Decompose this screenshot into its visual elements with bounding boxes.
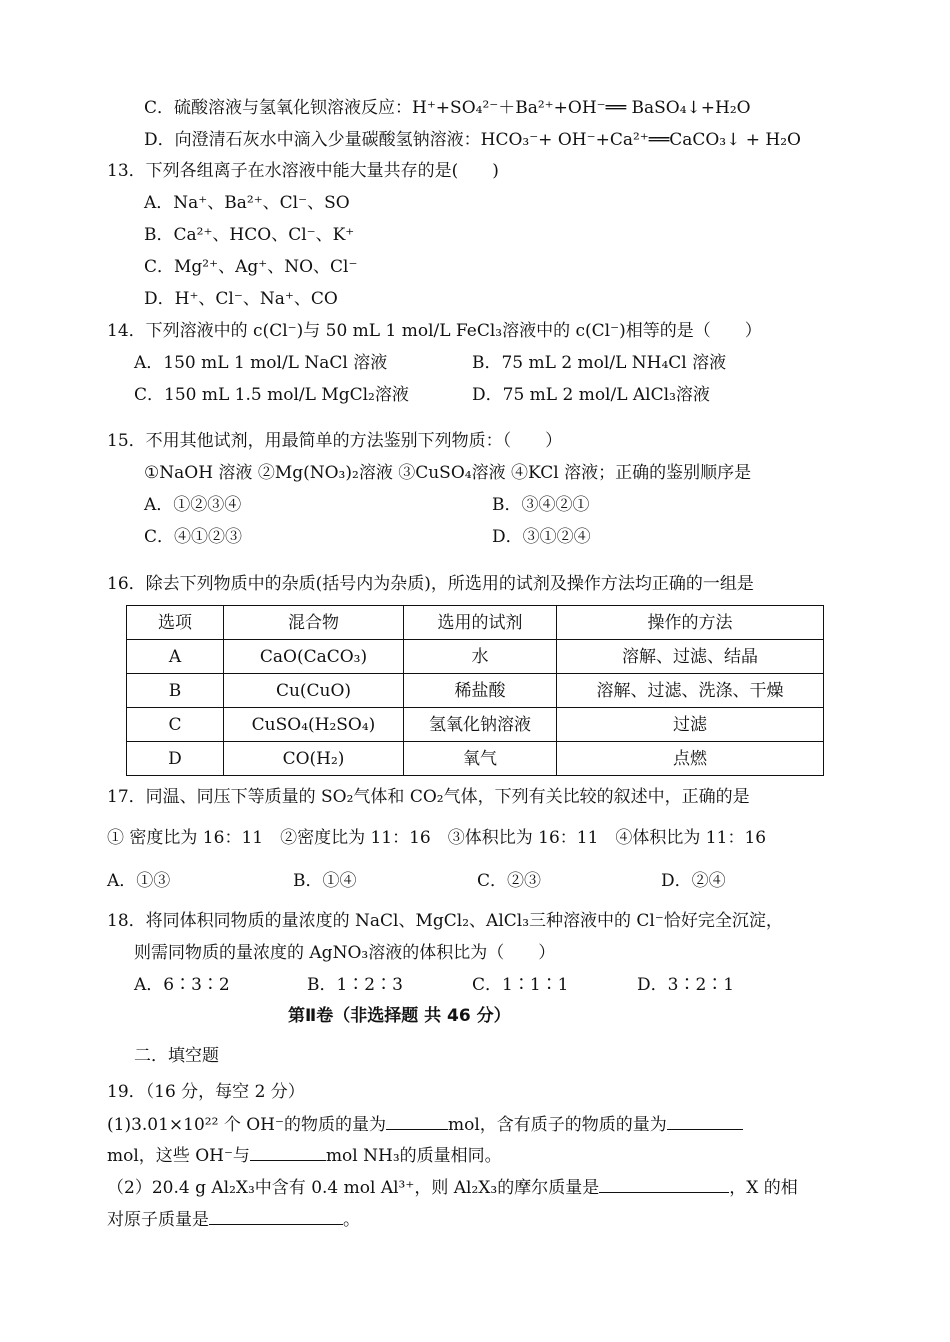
table-cell: CaO(CaCO₃) [224, 640, 404, 674]
q13-option-c: C．Mg²⁺、Ag⁺、NO、Cl⁻ [144, 257, 358, 277]
q18-stem: 18．将同体积同物质的量浓度的 NaCl、MgCl₂、AlCl₃三种溶液中的 Cl⁻恰好完全沉淀， [107, 911, 783, 931]
answer-blank[interactable] [386, 1111, 448, 1130]
table-cell: B [127, 674, 224, 708]
q18-option-c: C．1∶1∶1 [472, 975, 569, 995]
answer-blank[interactable] [209, 1206, 343, 1225]
q16-stem: 16．除去下列物质中的杂质(括号内为杂质)，所选用的试剂及操作方法均正确的一组是 [107, 574, 754, 594]
answer-blank[interactable] [250, 1142, 326, 1161]
q17-statements: ① 密度比为 16：11 ②密度比为 11：16 ③体积比为 16：11 ④体积比为 11：16 [107, 828, 767, 848]
q15-option-b: B．③④②① [492, 495, 590, 515]
q18-option-b: B．1∶2∶3 [307, 975, 403, 995]
table-header: 操作的方法 [557, 606, 824, 640]
q17-option-d: D．②④ [661, 871, 726, 891]
q19-text: mol，这些 OH⁻与 [107, 1146, 250, 1166]
section-title: 第Ⅱ卷（非选择题 共 46 分） [288, 1006, 511, 1026]
table-cell: 溶解、过滤、洗涤、干燥 [557, 674, 824, 708]
q17-option-c: C．②③ [477, 871, 542, 891]
q17-option-a: A．①③ [107, 871, 171, 891]
q19-part2-line1 [107, 1174, 798, 1200]
q15-substances: ①NaOH 溶液 ②Mg(NO₃)₂溶液 ③CuSO₄溶液 ④KCl 溶液；正确的鉴别顺序是 [144, 463, 752, 483]
table-cell: D [127, 742, 224, 776]
q14-option-a: A．150 mL 1 mol/L NaCl 溶液 [134, 353, 388, 373]
q12-option-c: C．硫酸溶液与氢氧化钡溶液反应：H⁺+SO₄²⁻＋Ba²⁺+OH⁻══ BaSO₄↓+H₂O [144, 98, 751, 118]
q12-option-d: D．向澄清石灰水中滴入少量碳酸氢钠溶液：HCO₃⁻+ OH⁻+Ca²⁺══CaCO₃↓ + H₂O [144, 130, 801, 150]
q19-text: mol NH₃的质量相同。 [325, 1146, 502, 1166]
table-row [127, 742, 824, 776]
q19-part1-line2 [107, 1142, 502, 1168]
table-cell: 点燃 [557, 742, 824, 776]
q13-stem: 13．下列各组离子在水溶液中能大量共存的是( ) [107, 161, 499, 181]
table-header: 混合物 [224, 606, 404, 640]
q15-stem: 15．不用其他试剂，用最简单的方法鉴别下列物质：（ ） [107, 431, 563, 451]
q13-option-a: A．Na⁺、Ba²⁺、Cl⁻、SO [144, 193, 350, 213]
q19-text: ，X 的相 [729, 1178, 798, 1198]
q14-option-d: D．75 mL 2 mol/L AlCl₃溶液 [472, 385, 710, 405]
q19-text: (1)3.01×10²² 个 OH⁻的物质的量为 [107, 1115, 386, 1135]
table-header-row [127, 606, 824, 640]
table-cell: 水 [404, 640, 557, 674]
q14-option-b: B．75 mL 2 mol/L NH₄Cl 溶液 [472, 353, 727, 373]
table-cell: CuSO₄(H₂SO₄) [224, 708, 404, 742]
answer-blank[interactable] [599, 1174, 729, 1193]
q18-stem-continued: 则需同物质的量浓度的 AgNO₃溶液的体积比为（ ） [134, 943, 556, 963]
table-header: 选用的试剂 [404, 606, 557, 640]
table-row [127, 674, 824, 708]
q19-part2-line2 [107, 1206, 360, 1232]
q14-option-c: C．150 mL 1.5 mol/L MgCl₂溶液 [134, 385, 409, 405]
answer-blank[interactable] [667, 1111, 743, 1130]
q19-text: 对原子质量是 [107, 1210, 209, 1230]
table-cell: 氧气 [404, 742, 557, 776]
q19-stem: 19．（16 分，每空 2 分） [107, 1082, 305, 1102]
q19-part1-line1 [107, 1111, 743, 1137]
q18-option-d: D．3∶2∶1 [637, 975, 735, 995]
q19-text: 。 [343, 1210, 360, 1230]
table-row [127, 640, 824, 674]
q19-text: （2）20.4 g Al₂X₃中含有 0.4 mol Al³⁺，则 Al₂X₃的摩尔质量是 [107, 1178, 600, 1198]
q18-option-a: A．6∶3∶2 [134, 975, 230, 995]
q15-option-c: C．④①②③ [144, 527, 243, 547]
q16-table [126, 605, 824, 776]
q13-option-b: B．Ca²⁺、HCO、Cl⁻、K⁺ [144, 225, 355, 245]
table-row [127, 708, 824, 742]
q19-text: mol，含有质子的物质的量为 [447, 1115, 667, 1135]
table-cell: CO(H₂) [224, 742, 404, 776]
table-cell: Cu(CuO) [224, 674, 404, 708]
part-heading: 二．填空题 [134, 1046, 219, 1066]
table-header: 选项 [127, 606, 224, 640]
q17-option-b: B．①④ [293, 871, 357, 891]
table-cell: A [127, 640, 224, 674]
table-cell: 溶解、过滤、结晶 [557, 640, 824, 674]
table-cell: C [127, 708, 224, 742]
table-cell: 过滤 [557, 708, 824, 742]
q17-stem: 17．同温、同压下等质量的 SO₂气体和 CO₂气体，下列有关比较的叙述中，正确的是 [107, 787, 750, 807]
table-cell: 氢氧化钠溶液 [404, 708, 557, 742]
q15-option-a: A．①②③④ [144, 495, 242, 515]
q13-option-d: D．H⁺、Cl⁻、Na⁺、CO [144, 289, 338, 309]
q15-option-d: D．③①②④ [492, 527, 591, 547]
q14-stem: 14．下列溶液中的 c(Cl⁻)与 50 mL 1 mol/L FeCl₃溶液中的 c(Cl⁻)相等的是（ ） [107, 321, 762, 341]
table-cell: 稀盐酸 [404, 674, 557, 708]
